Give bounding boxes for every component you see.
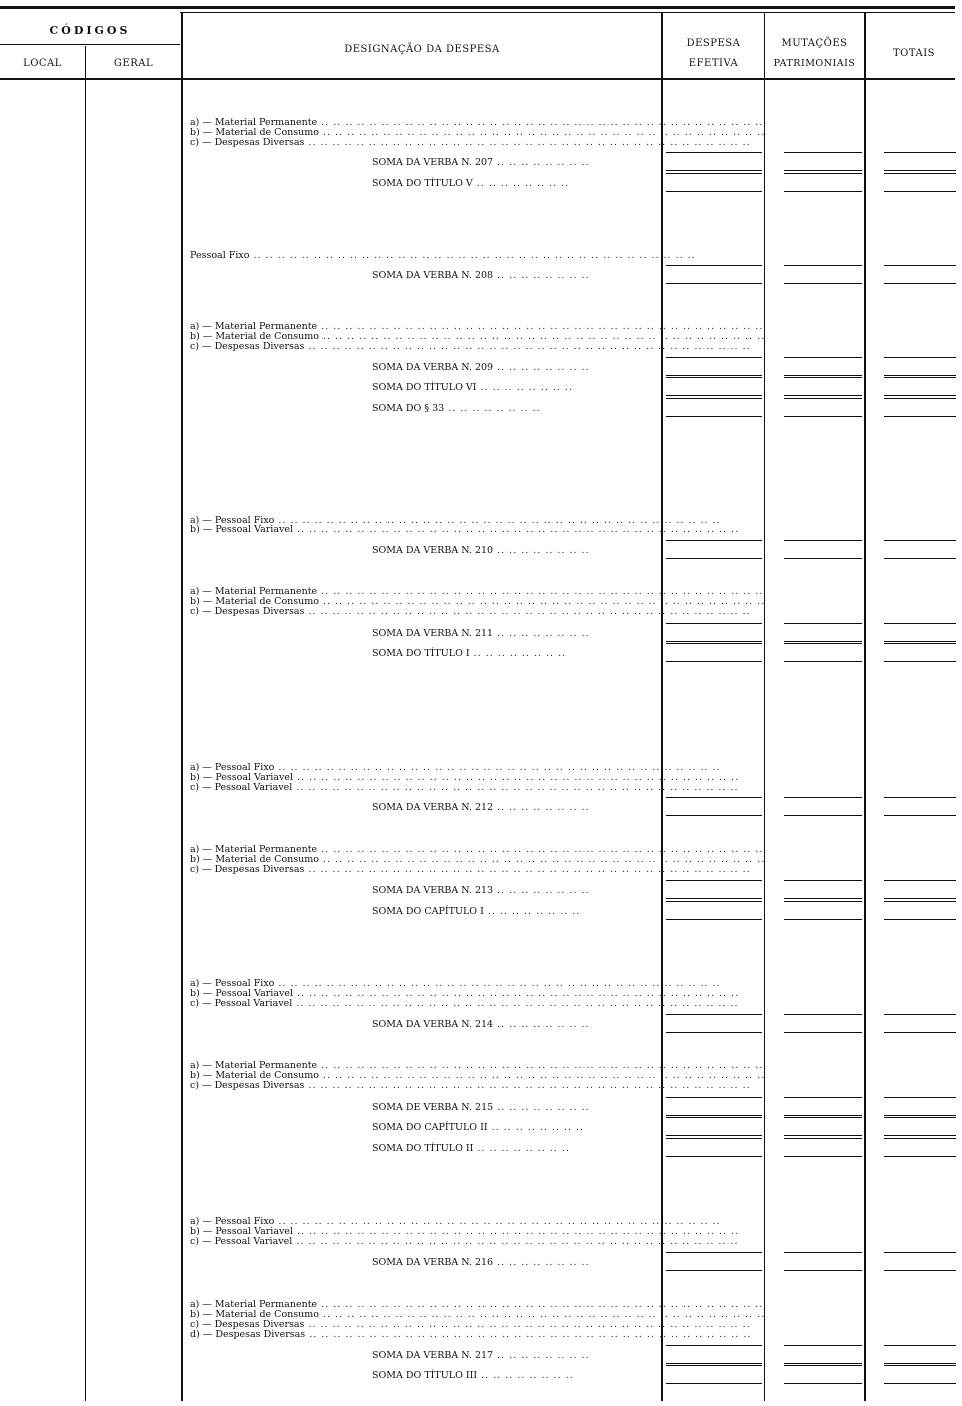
sum-line xyxy=(372,1370,658,1381)
sum-rule xyxy=(784,265,862,266)
leader-dots: .. .. .. .. .. .. .. .. .. .. .. .. .. .. .. .. .. .. .. .. .. .. .. .. .. .. .. .. .. .. .. .. .. .. .. .. .. xyxy=(304,1080,751,1091)
line-item-label: c) — Despesas Diversas xyxy=(190,1319,305,1330)
sum-rule xyxy=(666,880,762,881)
sum-rule xyxy=(884,416,956,417)
sum-rule xyxy=(666,661,762,662)
sum-rule xyxy=(884,170,956,171)
leader-dots: .. .. .. .. .. .. .. .. xyxy=(493,545,590,556)
line-item-label: b) — Material de Consumo xyxy=(190,854,320,865)
sum-rule xyxy=(784,1117,862,1118)
header-codigos: CÓDIGOS xyxy=(49,24,131,37)
sum-label: SOMA DA VERBA N. 207 xyxy=(372,157,494,168)
sum-rule xyxy=(666,797,762,798)
leader-dots: .. .. .. .. .. .. .. .. .. .. .. .. .. .. .. .. .. .. .. .. .. .. .. .. .. .. .. .. .. .. .. .. .. .. .. .. .. xyxy=(319,1309,766,1320)
sum-rule xyxy=(666,395,762,396)
sum-rule xyxy=(884,898,956,899)
line-item xyxy=(190,250,696,261)
line-item-label: Pessoal Fixo xyxy=(190,250,250,261)
sum-label: SOMA DA VERBA N. 214 xyxy=(372,1019,494,1030)
line-item xyxy=(190,606,751,617)
sum-rule xyxy=(784,623,862,624)
line-item-label: c) — Pessoal Variavel xyxy=(190,782,293,793)
leader-dots: .. .. .. .. .. .. .. .. .. .. .. .. .. .. .. .. .. .. .. .. .. .. .. .. .. .. .. .. .. .. .. .. .. .. .. .. .. xyxy=(292,998,739,1009)
leader-dots: .. .. .. .. .. .. .. .. xyxy=(493,628,590,639)
sum-line xyxy=(372,403,658,414)
line-item-label: b) — Pessoal Variavel xyxy=(190,1226,294,1237)
sum-rule xyxy=(784,416,862,417)
leader-dots: .. .. .. .. .. .. .. .. .. .. .. .. .. .. .. .. .. .. .. .. .. .. .. .. .. .. .. .. .. .. .. .. .. .. .. .. .. xyxy=(293,772,740,783)
sum-rule xyxy=(666,416,762,417)
sum-rule xyxy=(884,377,956,378)
leader-dots: .. .. .. .. .. .. .. .. .. .. .. .. .. .. .. .. .. .. .. .. .. .. .. .. .. .. .. .. .. .. .. .. .. .. .. .. .. xyxy=(317,844,764,855)
line-item xyxy=(190,524,740,535)
sum-rule xyxy=(666,558,762,559)
sum-line xyxy=(372,1019,658,1030)
leader-dots: .. .. .. .. .. .. .. .. .. .. .. .. .. .. .. .. .. .. .. .. .. .. .. .. .. .. .. .. .. .. .. .. .. .. .. .. .. xyxy=(274,515,721,526)
leader-dots: .. .. .. .. .. .. .. .. .. .. .. .. .. .. .. .. .. .. .. .. .. .. .. .. .. .. .. .. .. .. .. .. .. .. .. .. .. xyxy=(319,127,766,138)
leader-dots: .. .. .. .. .. .. .. .. .. .. .. .. .. .. .. .. .. .. .. .. .. .. .. .. .. .. .. .. .. .. .. .. .. .. .. .. .. xyxy=(293,1226,740,1237)
line-item xyxy=(190,1080,751,1091)
leader-dots: .. .. .. .. .. .. .. .. xyxy=(472,178,570,189)
line-item-label: b) — Material de Consumo xyxy=(190,596,320,607)
line-item-label: a) — Material Permanente xyxy=(190,1060,318,1071)
sum-rule xyxy=(666,398,762,399)
sum-rule xyxy=(784,898,862,899)
leader-dots: .. .. .. .. .. .. .. .. .. .. .. .. .. .. .. .. .. .. .. .. .. .. .. .. .. .. .. .. .. .. .. .. .. .. .. .. .. xyxy=(292,782,739,793)
line-item xyxy=(190,137,751,148)
sum-rule xyxy=(666,377,762,378)
leader-dots: .. .. .. .. .. .. .. .. xyxy=(493,362,590,373)
line-item xyxy=(190,864,751,875)
sum-rule xyxy=(666,283,762,284)
sum-rule xyxy=(884,1117,956,1118)
col-sep-geral xyxy=(181,12,183,1401)
sum-rule xyxy=(666,1270,762,1271)
sum-rule xyxy=(666,1345,762,1346)
sum-label: SOMA DA VERBA N. 208 xyxy=(372,270,494,281)
sum-rule xyxy=(884,661,956,662)
sum-rule xyxy=(884,191,956,192)
line-item-label: a) — Material Permanente xyxy=(190,1299,318,1310)
leader-dots: .. .. .. .. .. .. .. .. .. .. .. .. .. .. .. .. .. .. .. .. .. .. .. .. .. .. .. .. .. .. .. .. .. .. .. .. .. xyxy=(319,331,766,342)
leader-dots: .. .. .. .. .. .. .. .. .. .. .. .. .. .. .. .. .. .. .. .. .. .. .. .. .. .. .. .. .. .. .. .. .. .. .. .. .. xyxy=(319,596,766,607)
sum-rule xyxy=(666,1252,762,1253)
sum-rule xyxy=(784,1270,862,1271)
sum-rule xyxy=(784,901,862,902)
sum-rule xyxy=(784,1345,862,1346)
line-item xyxy=(190,1329,752,1340)
leader-dots: .. .. .. .. .. .. .. .. .. .. .. .. .. .. .. .. .. .. .. .. .. .. .. .. .. .. .. .. .. .. .. .. .. .. .. .. .. xyxy=(304,341,751,352)
leader-dots: .. .. .. .. .. .. .. .. xyxy=(493,885,590,896)
sum-rule xyxy=(666,191,762,192)
sum-rule xyxy=(666,815,762,816)
sum-rule xyxy=(666,265,762,266)
leader-dots: .. .. .. .. .. .. .. .. xyxy=(473,1143,570,1154)
sum-rule xyxy=(784,283,862,284)
leader-dots: .. .. .. .. .. .. .. .. .. .. .. .. .. .. .. .. .. .. .. .. .. .. .. .. .. .. .. .. .. .. .. .. .. .. .. .. .. xyxy=(317,321,764,332)
sum-line xyxy=(372,1143,658,1154)
sum-rule xyxy=(784,540,862,541)
sum-rule xyxy=(884,1365,956,1366)
leader-dots: .. .. .. .. .. .. .. .. xyxy=(469,648,567,659)
sum-line xyxy=(372,382,658,393)
sum-rule xyxy=(784,395,862,396)
sum-label: SOMA DO § 33 xyxy=(372,403,445,414)
leader-dots: .. .. .. .. .. .. .. .. .. .. .. .. .. .. .. .. .. .. .. .. .. .. .. .. .. .. .. .. .. .. .. .. .. .. .. .. .. xyxy=(304,137,751,148)
sum-line xyxy=(372,885,658,896)
sum-rule xyxy=(784,1032,862,1033)
sum-label: SOMA DA VERBA N. 213 xyxy=(372,885,494,896)
leader-dots: .. .. .. .. .. .. .. .. xyxy=(444,403,541,414)
sum-line xyxy=(372,1257,658,1268)
leader-dots: .. .. .. .. .. .. .. .. xyxy=(493,1257,590,1268)
sum-rule xyxy=(784,1138,862,1139)
col-sep-despesa xyxy=(764,12,765,1401)
sum-rule xyxy=(784,1115,862,1116)
leader-dots: .. .. .. .. .. .. .. .. .. .. .. .. .. .. .. .. .. .. .. .. .. .. .. .. .. .. .. .. .. .. .. .. .. .. .. .. .. xyxy=(317,1060,764,1071)
sum-rule xyxy=(884,1363,956,1364)
sum-rule xyxy=(784,173,862,174)
sum-label: SOMA DO TÍTULO II xyxy=(372,1143,474,1154)
col-sep-mutacoes xyxy=(864,12,866,1401)
leader-dots: .. .. .. .. .. .. .. .. .. .. .. .. .. .. .. .. .. .. .. .. .. .. .. .. .. .. .. .. .. .. .. .. .. .. .. .. .. xyxy=(317,586,764,597)
leader-dots: .. .. .. .. .. .. .. .. xyxy=(476,382,573,393)
sum-rule xyxy=(784,1252,862,1253)
sum-rule xyxy=(884,1097,956,1098)
line-item-label: b) — Pessoal Variavel xyxy=(190,772,294,783)
sum-line xyxy=(372,157,658,168)
header-rule xyxy=(0,78,955,80)
header-totais: TOTAIS xyxy=(892,48,935,59)
leader-dots: .. .. .. .. .. .. .. .. xyxy=(483,906,581,917)
sum-rule xyxy=(784,152,862,153)
leader-dots: .. .. .. .. .. .. .. .. .. .. .. .. .. .. .. .. .. .. .. .. .. .. .. .. .. .. .. .. .. .. .. .. .. .. .. .. .. xyxy=(249,250,696,261)
leader-dots: .. .. .. .. .. .. .. .. .. .. .. .. .. .. .. .. .. .. .. .. .. .. .. .. .. .. .. .. .. .. .. .. .. .. .. .. .. xyxy=(317,1299,764,1310)
line-item-label: a) — Pessoal Fixo xyxy=(190,515,275,526)
sum-rule xyxy=(784,1014,862,1015)
sum-rule xyxy=(884,265,956,266)
top-rule xyxy=(0,6,955,9)
sum-rule xyxy=(666,1365,762,1366)
line-item xyxy=(190,782,739,793)
sum-rule xyxy=(784,1135,862,1136)
sum-label: SOMA DA VERBA N. 212 xyxy=(372,802,494,813)
sum-rule xyxy=(784,398,862,399)
sum-rule xyxy=(666,1383,762,1384)
sum-line xyxy=(372,178,658,189)
sum-rule xyxy=(884,643,956,644)
sum-rule xyxy=(784,375,862,376)
line-item-label: a) — Pessoal Fixo xyxy=(190,978,275,989)
line-item xyxy=(190,1236,739,1247)
leader-dots: .. .. .. .. .. .. .. .. xyxy=(493,1019,590,1030)
sum-rule xyxy=(884,1014,956,1015)
header-mutacoes: MUTAÇÕES xyxy=(781,38,848,49)
leader-dots: .. .. .. .. .. .. .. .. .. .. .. .. .. .. .. .. .. .. .. .. .. .. .. .. .. .. .. .. .. .. .. .. .. .. .. .. .. xyxy=(274,978,721,989)
sum-rule xyxy=(666,1156,762,1157)
sum-rule xyxy=(884,797,956,798)
sum-rule xyxy=(884,919,956,920)
line-item-label: b) — Material de Consumo xyxy=(190,1070,320,1081)
sum-rule xyxy=(784,170,862,171)
sum-rule xyxy=(666,357,762,358)
sum-label: SOMA DO CAPÍTULO I xyxy=(372,906,484,917)
sum-rule xyxy=(884,815,956,816)
col-sep-local xyxy=(85,46,86,1401)
sum-label: SOMA DA VERBA N. 211 xyxy=(372,628,494,639)
sum-rule xyxy=(884,1383,956,1384)
sum-rule xyxy=(784,661,862,662)
line-item-label: b) — Material de Consumo xyxy=(190,127,320,138)
line-item-label: b) — Pessoal Variavel xyxy=(190,988,294,999)
leader-dots: .. .. .. .. .. .. .. .. xyxy=(493,1350,590,1361)
leader-dots: .. .. .. .. .. .. .. .. .. .. .. .. .. .. .. .. .. .. .. .. .. .. .. .. .. .. .. .. .. .. .. .. .. .. .. .. .. xyxy=(305,1329,752,1340)
line-item xyxy=(190,998,739,1009)
header-designacao: DESIGNAÇÃO DA DESPESA xyxy=(344,44,500,55)
sum-label: SOMA DO TÍTULO III xyxy=(372,1370,478,1381)
sum-rule xyxy=(666,375,762,376)
sum-rule xyxy=(884,1032,956,1033)
line-item-label: d) — Despesas Diversas xyxy=(190,1329,306,1340)
sum-rule xyxy=(666,1117,762,1118)
leader-dots: .. .. .. .. .. .. .. .. .. .. .. .. .. .. .. .. .. .. .. .. .. .. .. .. .. .. .. .. .. .. .. .. .. .. .. .. .. xyxy=(274,762,721,773)
codigos-rule xyxy=(0,44,180,45)
sum-rule xyxy=(666,152,762,153)
sum-rule xyxy=(784,815,862,816)
line-item-label: b) — Material de Consumo xyxy=(190,331,320,342)
line-item-label: a) — Material Permanente xyxy=(190,117,318,128)
leader-dots: .. .. .. .. .. .. .. .. .. .. .. .. .. .. .. .. .. .. .. .. .. .. .. .. .. .. .. .. .. .. .. .. .. .. .. .. .. xyxy=(292,1236,739,1247)
sum-label: SOMA DO CAPÍTULO II xyxy=(372,1122,488,1133)
sum-label: SOMA DO TÍTULO VI xyxy=(372,382,477,393)
sum-rule xyxy=(884,1115,956,1116)
sum-rule xyxy=(666,1014,762,1015)
sum-rule xyxy=(784,643,862,644)
header-efetiva: EFETIVA xyxy=(688,58,739,69)
sum-label: SOMA DO TÍTULO I xyxy=(372,648,470,659)
sum-rule xyxy=(666,901,762,902)
leader-dots: .. .. .. .. .. .. .. .. .. .. .. .. .. .. .. .. .. .. .. .. .. .. .. .. .. .. .. .. .. .. .. .. .. .. .. .. .. xyxy=(304,1319,751,1330)
line-item-label: a) — Material Permanente xyxy=(190,844,318,855)
top-rule-thin xyxy=(180,12,955,13)
leader-dots: .. .. .. .. .. .. .. .. .. .. .. .. .. .. .. .. .. .. .. .. .. .. .. .. .. .. .. .. .. .. .. .. .. .. .. .. .. xyxy=(319,1070,766,1081)
col-sep-desc xyxy=(661,12,663,1401)
sum-rule xyxy=(666,1032,762,1033)
leader-dots: .. .. .. .. .. .. .. .. xyxy=(477,1370,574,1381)
sum-rule xyxy=(884,283,956,284)
sum-line xyxy=(372,628,658,639)
sum-rule xyxy=(784,357,862,358)
leader-dots: .. .. .. .. .. .. .. .. xyxy=(493,802,590,813)
leader-dots: .. .. .. .. .. .. .. .. .. .. .. .. .. .. .. .. .. .. .. .. .. .. .. .. .. .. .. .. .. .. .. .. .. .. .. .. .. xyxy=(304,864,751,875)
line-item-label: a) — Material Permanente xyxy=(190,321,318,332)
sum-rule xyxy=(884,357,956,358)
sum-rule xyxy=(666,1115,762,1116)
sum-rule xyxy=(884,558,956,559)
sum-line xyxy=(372,362,658,373)
sum-rule xyxy=(666,1135,762,1136)
sum-rule xyxy=(666,1138,762,1139)
sum-rule xyxy=(784,1363,862,1364)
leader-dots: .. .. .. .. .. .. .. .. .. .. .. .. .. .. .. .. .. .. .. .. .. .. .. .. .. .. .. .. .. .. .. .. .. .. .. .. .. xyxy=(317,117,764,128)
sum-label: SOMA DA VERBA N. 217 xyxy=(372,1350,494,1361)
sum-rule xyxy=(784,880,862,881)
line-item-label: c) — Despesas Diversas xyxy=(190,137,305,148)
line-item-label: b) — Material de Consumo xyxy=(190,1309,320,1320)
line-item-label: b) — Pessoal Variavel xyxy=(190,524,294,535)
sum-label: SOMA DE VERBA N. 215 xyxy=(372,1102,494,1113)
leader-dots: .. .. .. .. .. .. .. .. .. .. .. .. .. .. .. .. .. .. .. .. .. .. .. .. .. .. .. .. .. .. .. .. .. .. .. .. .. xyxy=(319,854,766,865)
sum-rule xyxy=(784,919,862,920)
sum-rule xyxy=(884,1156,956,1157)
sum-label: SOMA DA VERBA N. 209 xyxy=(372,362,494,373)
line-item-label: a) — Pessoal Fixo xyxy=(190,762,275,773)
sum-rule xyxy=(666,919,762,920)
sum-rule xyxy=(784,191,862,192)
sum-rule xyxy=(884,1135,956,1136)
sum-rule xyxy=(784,1383,862,1384)
sum-line xyxy=(372,545,658,556)
sum-line xyxy=(372,802,658,813)
leader-dots: .. .. .. .. .. .. .. .. xyxy=(493,1102,590,1113)
line-item-label: a) — Pessoal Fixo xyxy=(190,1216,275,1227)
sum-line xyxy=(372,1122,658,1133)
sum-line xyxy=(372,648,658,659)
sum-rule xyxy=(884,1345,956,1346)
line-item-label: c) — Despesas Diversas xyxy=(190,341,305,352)
sum-rule xyxy=(784,377,862,378)
line-item-label: c) — Despesas Diversas xyxy=(190,606,305,617)
sum-rule xyxy=(884,641,956,642)
line-item-label: c) — Despesas Diversas xyxy=(190,1080,305,1091)
sum-rule xyxy=(884,375,956,376)
sum-rule xyxy=(784,1156,862,1157)
sum-line xyxy=(372,270,658,281)
sum-rule xyxy=(884,1138,956,1139)
sum-rule xyxy=(666,623,762,624)
sum-rule xyxy=(666,643,762,644)
sum-rule xyxy=(884,880,956,881)
sum-rule xyxy=(884,1270,956,1271)
line-item-label: c) — Pessoal Variavel xyxy=(190,998,293,1009)
sum-rule xyxy=(884,623,956,624)
sum-rule xyxy=(884,152,956,153)
line-item-label: c) — Pessoal Variavel xyxy=(190,1236,293,1247)
sum-rule xyxy=(784,1097,862,1098)
header-local: LOCAL xyxy=(23,58,62,69)
sum-rule xyxy=(884,395,956,396)
leader-dots: .. .. .. .. .. .. .. .. .. .. .. .. .. .. .. .. .. .. .. .. .. .. .. .. .. .. .. .. .. .. .. .. .. .. .. .. .. xyxy=(274,1216,721,1227)
leader-dots: .. .. .. .. .. .. .. .. xyxy=(487,1122,585,1133)
sum-rule xyxy=(784,558,862,559)
sum-rule xyxy=(666,170,762,171)
line-item-label: c) — Despesas Diversas xyxy=(190,864,305,875)
leader-dots: .. .. .. .. .. .. .. .. .. .. .. .. .. .. .. .. .. .. .. .. .. .. .. .. .. .. .. .. .. .. .. .. .. .. .. .. .. xyxy=(293,988,740,999)
sum-rule xyxy=(666,173,762,174)
sum-rule xyxy=(784,1365,862,1366)
sum-rule xyxy=(884,398,956,399)
leader-dots: .. .. .. .. .. .. .. .. .. .. .. .. .. .. .. .. .. .. .. .. .. .. .. .. .. .. .. .. .. .. .. .. .. .. .. .. .. xyxy=(293,524,740,535)
line-item-label: a) — Material Permanente xyxy=(190,586,318,597)
sum-rule xyxy=(784,641,862,642)
leader-dots: .. .. .. .. .. .. .. .. xyxy=(493,157,590,168)
sum-rule xyxy=(666,1097,762,1098)
sum-line xyxy=(372,1102,658,1113)
header-patrimoniais: PATRIMONIAIS xyxy=(773,58,856,69)
sum-label: SOMA DA VERBA N. 210 xyxy=(372,545,494,556)
sum-rule xyxy=(884,901,956,902)
sum-line xyxy=(372,906,658,917)
sum-rule xyxy=(666,898,762,899)
sum-rule xyxy=(884,173,956,174)
sum-line xyxy=(372,1350,658,1361)
sum-rule xyxy=(884,540,956,541)
line-item xyxy=(190,341,751,352)
sum-rule xyxy=(666,540,762,541)
sum-rule xyxy=(884,1252,956,1253)
sum-rule xyxy=(666,1363,762,1364)
sum-rule xyxy=(784,797,862,798)
sum-rule xyxy=(666,641,762,642)
leader-dots: .. .. .. .. .. .. .. .. .. .. .. .. .. .. .. .. .. .. .. .. .. .. .. .. .. .. .. .. .. .. .. .. .. .. .. .. .. xyxy=(304,606,751,617)
leader-dots: .. .. .. .. .. .. .. .. xyxy=(493,270,590,281)
sum-label: SOMA DO TÍTULO V xyxy=(372,178,473,189)
header-geral: GERAL xyxy=(113,58,154,69)
sum-label: SOMA DA VERBA N. 216 xyxy=(372,1257,494,1268)
header-despesa: DESPESA xyxy=(686,38,741,49)
